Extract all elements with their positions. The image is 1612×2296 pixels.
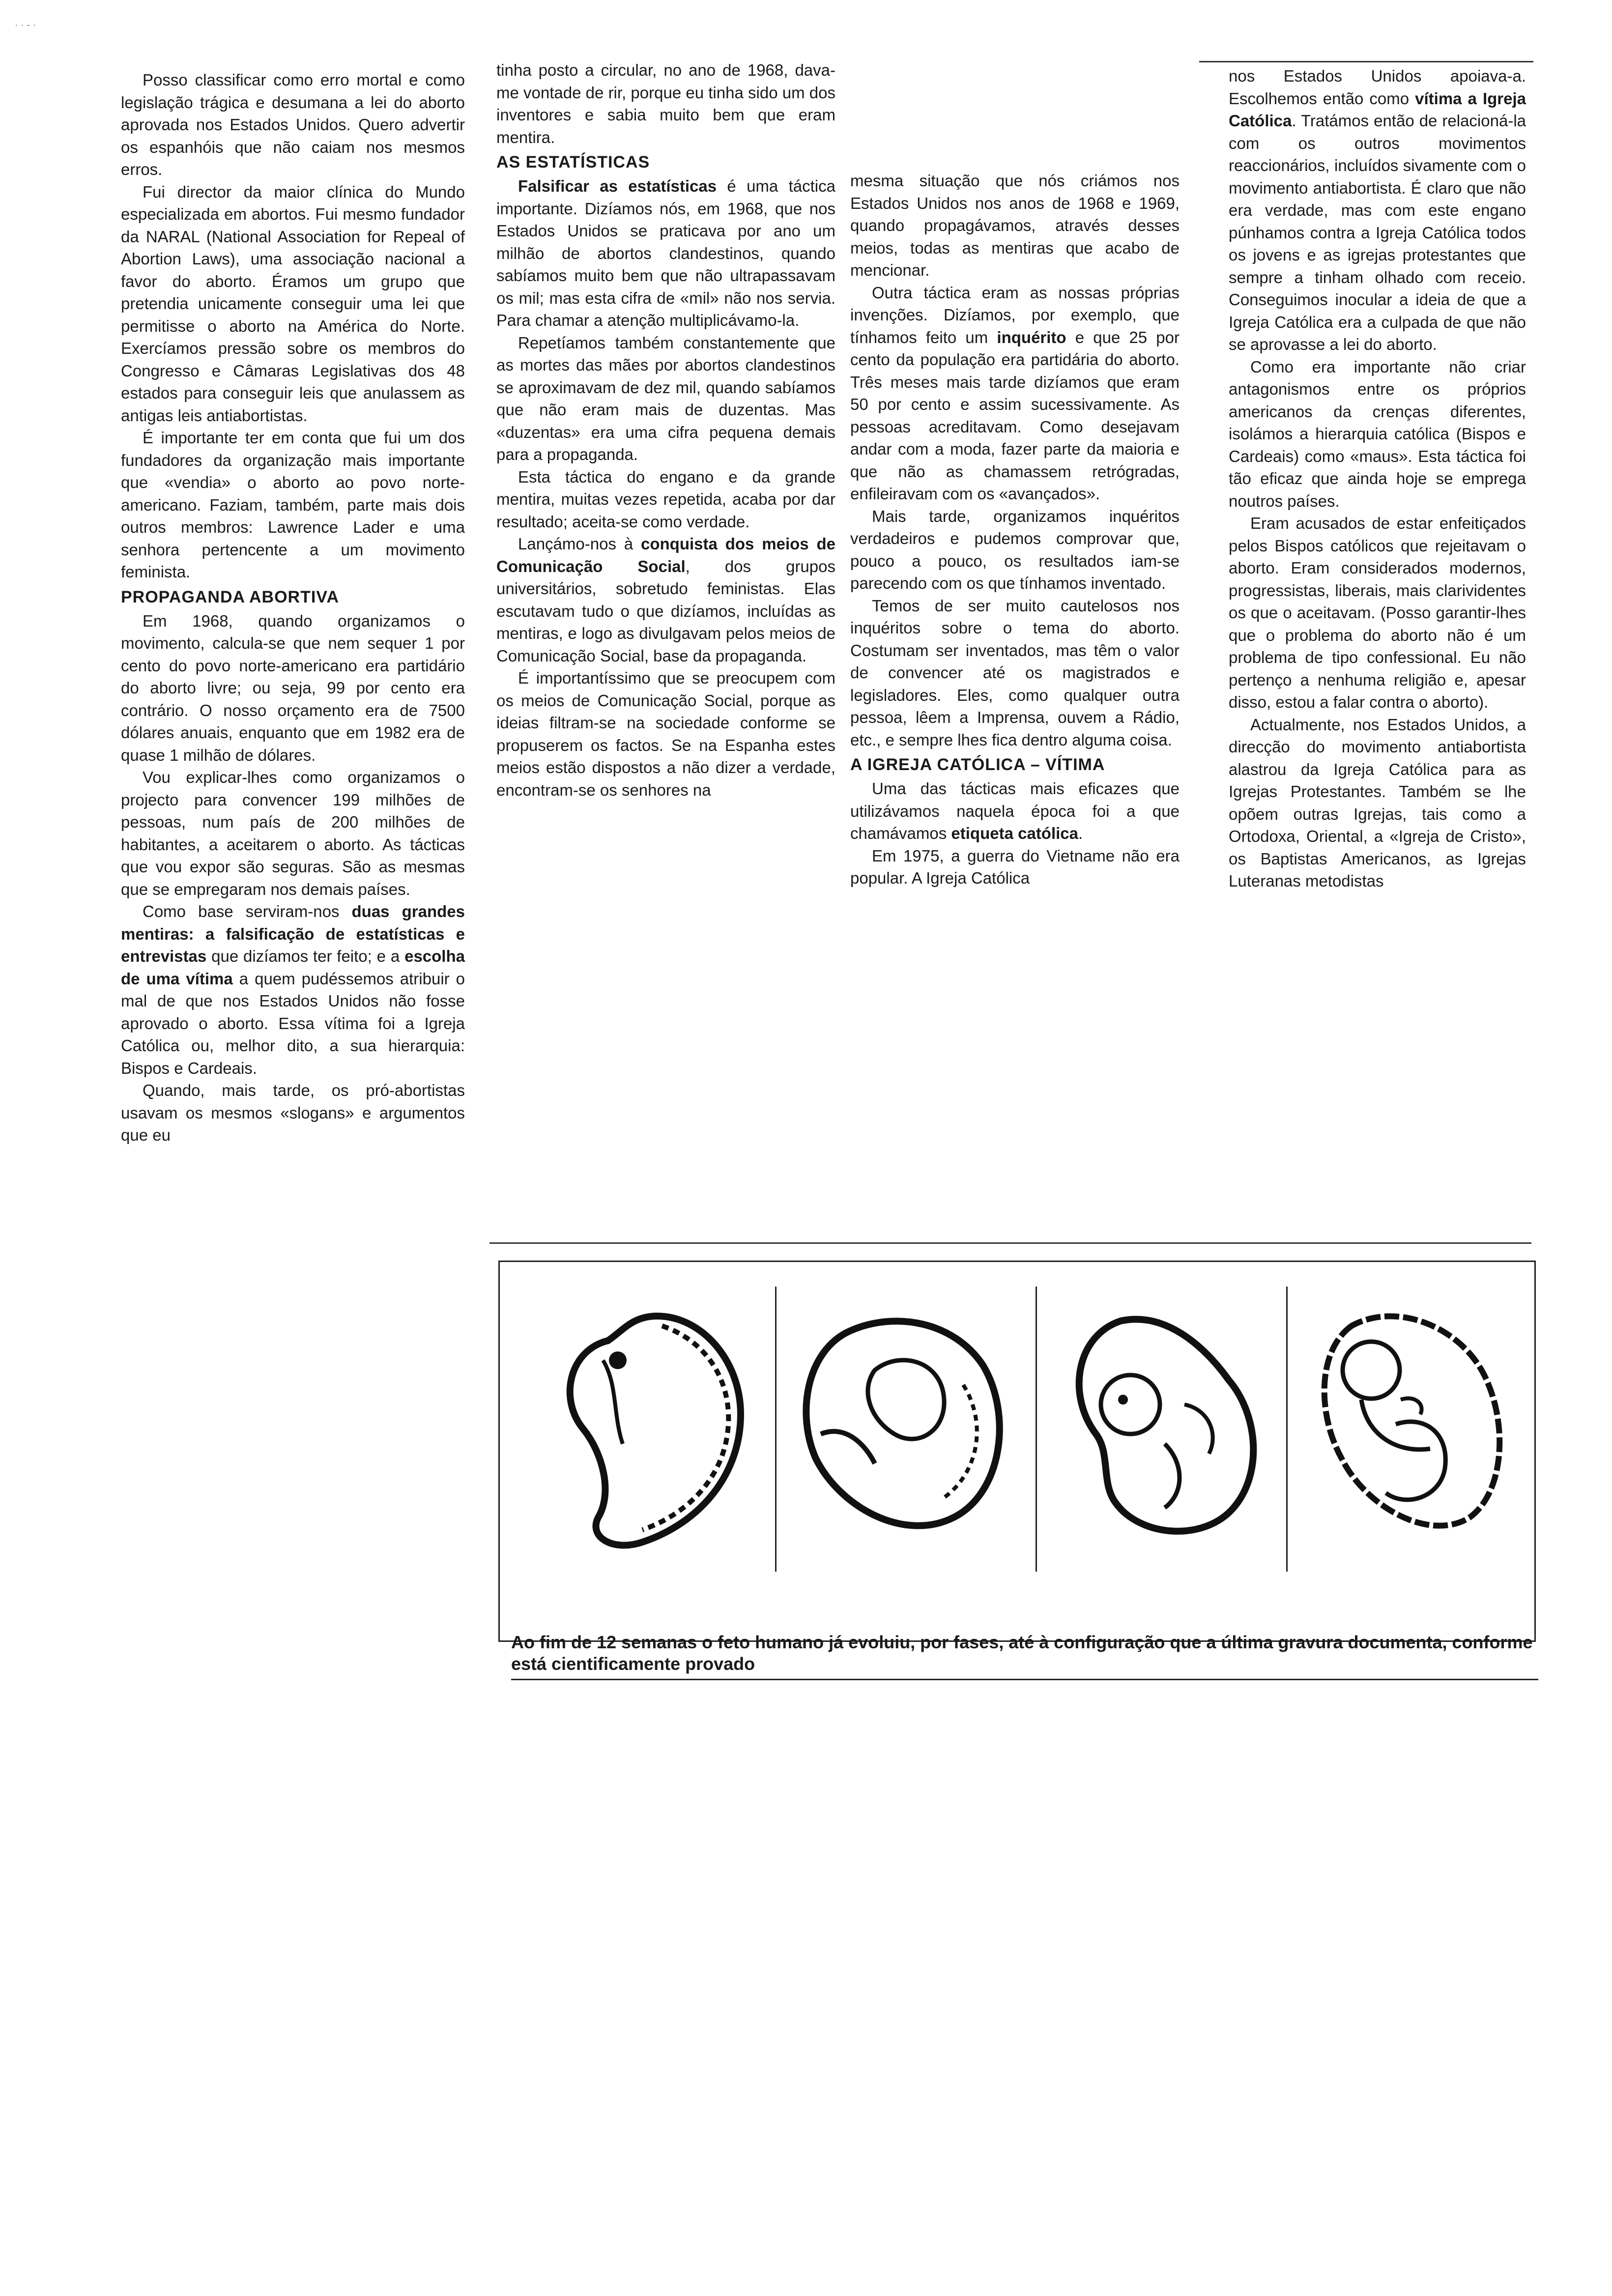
paragraph: Eram acusados de estar enfeitiçados pelos Bispos católicos que rejeitavam o aborto. Eram considerados modernos, progressistas, liberais, mais clarividentes os que o aceitavam. (Posso garantir-lhes que o problema do aborto não é um problema de tipo confessional. Eu não pertenço a nenhuma religião e, apesar disso, estou a falar contra o aborto). (1229, 514, 1526, 711)
embryo-stage-1-drawing (539, 1287, 770, 1572)
paragraph: Temos de ser muito cautelosos nos inquéritos sobre o tema do aborto. Costumam ser inventados, mas têm o valor de convencer até os magistrados e legisladores. Eles, como qualquer outra pessoa, lêem a Imprensa, ouvem a Rádio, etc., e sempre lhes fica dentro alguma coisa. (850, 596, 1180, 749)
paragraph (1229, 65, 1526, 356)
text: Uma das tácticas mais eficazes que utilizávamos naquela época foi a que chamávamos (850, 779, 1180, 842)
text: a quem pudéssemos atribuir o mal de que nos Estados Unidos não fosse aprovado o aborto. Essa vítima foi a Igreja Católica ou, melhor dito, a sua hierarquia: Bispos e Cardeais. (121, 969, 465, 1077)
paragraph: Em 1975, a guerra do Vietname não era popular. A Igreja Católica (850, 846, 1180, 887)
text: Lançámo-nos à (518, 535, 641, 553)
text: . (1078, 824, 1083, 842)
fetus-stage-3-drawing (1036, 1287, 1283, 1572)
text: nos Estados Unidos apoiava-a. Escolhemos então como (1229, 67, 1526, 108)
emphasis: vítima a Igreja Católica (1229, 89, 1526, 130)
paragraph (850, 777, 1180, 845)
column-2 (496, 59, 835, 801)
paragraph: Posso classificar como erro mortal e como legislação trágica e desumana a lei do aborto aprovada nos Estados Unidos. Quero advertir os espanhóis que não caiam nos mesmos erros. (121, 71, 465, 178)
column-4 (1229, 65, 1526, 892)
paragraph: Vou explicar-lhes como organizamos o projecto para convencer 199 milhões de pessoas, num país de 200 milhões de habitantes, a aceitarem o aborto. As tácticas que vou expor são seguras. São as mesmas que se empregaram nos demais países. (121, 768, 465, 898)
paragraph: Actualmente, nos Estados Unidos, a direcção do movimento antiabortista alastrou da Igreja Católica para as Igrejas Protestantes. Também se lhe opõem outras Igrejas, tais como a Ortodoxa, Oriental, a «Igreja de Cristo», os Baptistas Americanos, as Igrejas Luteranas metodistas (1229, 715, 1526, 890)
text: . Tratámos então de relacioná-la com os outros movimentos reaccionários, incluídos sivamente com o movimento antiabortista. É claro que não era verdade, mas com este engano púnhamos contra a Igreja Católica todos os jovens e as igrejas protestantes que sempre a tinham olhado com receio. Conseguimos inocular a ideia de que a Igreja Católica era a culpada de que não se aprovasse a lei do aborto. (1229, 112, 1526, 353)
text: Outra táctica eram as nossas próprias invenções. Dizíamos, por exemplo, que tínhamos feito um (850, 283, 1180, 346)
emphasis: escolha de uma vítima (121, 947, 465, 988)
paragraph: tinha posto a circular, no ano de 1968, dava-me vontade de rir, porque eu tinha sido um dos inventores e sabia muito bem que eram mentira. (496, 61, 835, 146)
paragraph: Quando, mais tarde, os pró-abortistas usavam os mesmos «slogans» e argumentos que eu (121, 1081, 465, 1144)
section-heading: PROPAGANDA ABORTIVA (121, 587, 339, 606)
emphasis: conquista dos meios de Comunicação Social (496, 535, 835, 575)
emphasis: etiqueta católica (951, 824, 1079, 842)
fetus-stage-4-icon (1288, 1287, 1519, 1572)
paragraph: É importante ter em conta que fui um dos fundadores da organização mais importante que «vendia» o aborto ao povo norte-americano. Faziam, também, parte mais dois outros membros: Lawrence Lader e uma senhora pertencente a um movimento feminista. (121, 429, 465, 581)
paragraph: Em 1968, quando organizamos o movimento, calcula-se que nem sequer 1 por cento do povo norte-americano era partidário do aborto livre; ou seja, 99 por cento era contrário. O nosso orçamento era de 7500 dólares anuais, enquanto que em 1982 era de quase 1 milhão de dólares. (121, 611, 465, 764)
text: , dos grupos universitários, sobretudo feministas. Elas escutavam tudo o que dizíamos, incluídas as mentiras, e logo as divulgavam pelos meios de Comunicação Social, base da propaganda. (496, 557, 835, 665)
column-3 (850, 170, 1180, 890)
emphasis: duas grandes mentiras: a falsificação de estatísticas e entrevistas (121, 902, 465, 965)
paragraph: Como era importante não criar antagonismos entre os próprios americanos da crenças diferentes, isolámos a hierarquia católica (Bispos e Cardeais) como «maus». Esta táctica foi tão eficaz que ainda hoje se emprega noutros países. (1229, 357, 1526, 510)
embryo-stage-2-icon (777, 1287, 1032, 1572)
text: é uma táctica importante. Dizíamos nós, em 1968, que nos Estados Unidos se praticava por ano um milhão de abortos clandestinos, quando sabíamos muito bem que não ultrapassavam os mil; mas esta cifra de «mil» não nos servia. Para chamar a atenção multiplicávamo-la. (496, 177, 835, 329)
text: Como base serviram-nos (143, 902, 352, 920)
section-heading: A IGREJA CATÓLICA – VÍTIMA (850, 755, 1105, 774)
embryo-stage-2-drawing (775, 1287, 1032, 1572)
fetus-stage-3-icon (1037, 1287, 1283, 1572)
paragraph: É importantíssimo que se preocupem com os meios de Comunicação Social, porque as ideias filtram-se na sociedade conforme se propuserem os factos. Se na Espanha estes meios estão dispostos a não dizer a verdade, encontram-se os senhores na (496, 669, 835, 799)
emphasis: Falsificar as estatísticas (518, 177, 717, 195)
scan-mark: · · - · (15, 20, 36, 30)
emphasis: inquérito (997, 328, 1066, 346)
figure-top-rule (489, 1242, 1531, 1244)
paragraph (496, 533, 835, 667)
paragraph: mesma situação que nós criámos nos Estados Unidos nos anos de 1968 e 1969, quando propagávamos, através desses meios, todas as mentiras que acabo de mencionar. (850, 172, 1180, 279)
paragraph: Mais tarde, organizamos inquéritos verdadeiros e pudemos comprovar que, pouco a pouco, os resultados iam-se parecendo com os que tínhamos inventado. (850, 507, 1180, 592)
figure-caption: Ao fim de 12 semanas o feto humano já evoluiu, por fases, até à configuração que a última gravura documenta, conforme está cientificamente provado (511, 1632, 1538, 1680)
top-rule (1199, 61, 1533, 62)
paragraph: Esta táctica do engano e da grande mentira, muitas vezes repetida, acaba por dar resultado; aceita-se como verdade. (496, 467, 835, 531)
paragraph (121, 900, 465, 1079)
section-heading: AS ESTATÍSTICAS (496, 153, 650, 172)
text: que dizíamos ter feito; e a (206, 947, 405, 965)
paragraph (496, 175, 835, 332)
embryo-stage-1-icon (539, 1287, 770, 1572)
column-1 (121, 69, 465, 1147)
paragraph: Repetíamos também constantemente que as mortes das mães por abortos clandestinos se aproximavam de dez mil, quando sabíamos que não eram mais de duzentas. Mas «duzentas» era uma cifra pequena demais para a propaganda. (496, 333, 835, 463)
fetus-stage-4-drawing (1286, 1287, 1519, 1572)
fetus-illustration (498, 1261, 1536, 1642)
paragraph: Fui director da maior clínica do Mundo especializada em abortos. Fui mesmo fundador da NARAL (National Association for Repeal of Abortion Laws), uma associação nacional a favor do aborto. Éramos um grupo que pretendia unicamente conseguir uma lei que permitisse o aborto na América do Norte. Exercíamos pressão sobre os membros do Congresso e Câmaras Legislativas dos 48 estados para conseguir leis que anulassem as antigas leis antiabortistas. (121, 182, 465, 425)
paragraph (850, 282, 1180, 505)
text: e que 25 por cento da população era partidária do aborto. Três meses mais tarde dizíamos que eram 50 por cento e assim sucessivamente. As pessoas acreditavam. Como desejavam andar com a moda, fazer parte da maioria e que não as chamassem retrógradas, enfileiravam com os «avançados». (850, 328, 1180, 503)
